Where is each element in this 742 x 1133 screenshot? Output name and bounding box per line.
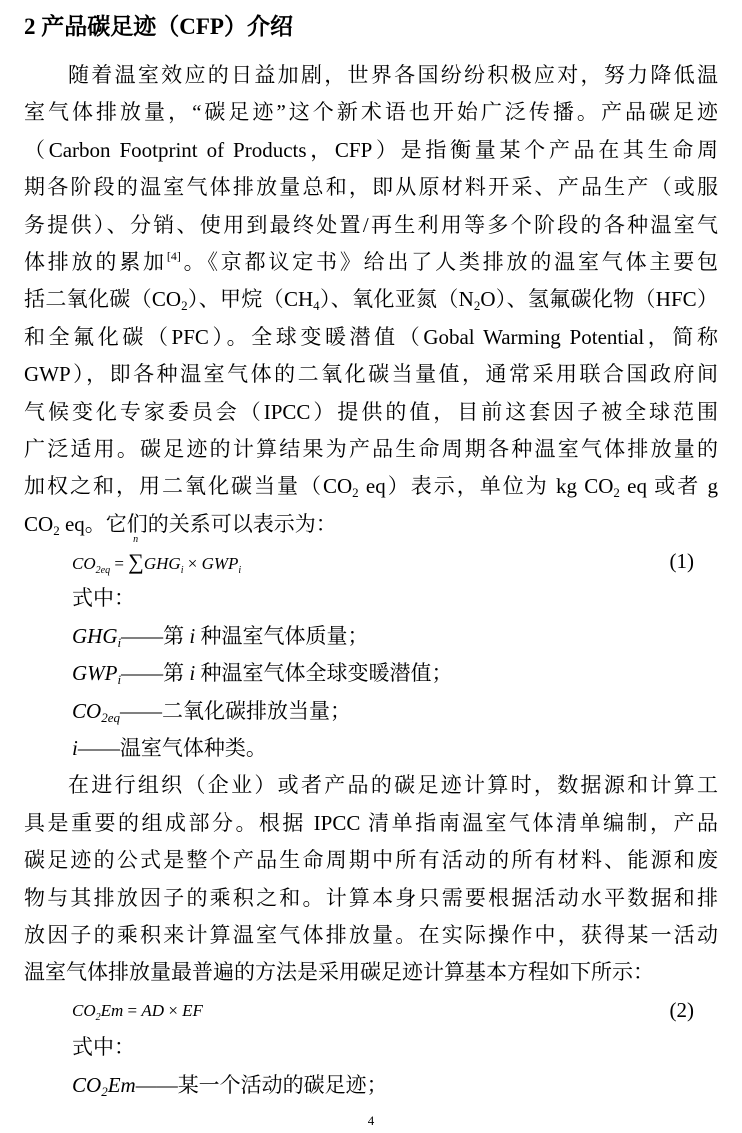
- text-segment: CO: [24, 511, 54, 536]
- text-line: 具是重要的组成部分。根据 IPCC 清单指南温室气体清单编制，产品: [24, 810, 718, 835]
- text-segment: eq）表示，单位为 kg CO: [358, 474, 614, 499]
- text-segment: ）、氧化亚氮（N: [319, 287, 474, 312]
- formula-term: EF: [182, 1000, 203, 1020]
- subscript: 2: [352, 485, 359, 501]
- formula-term: GWP: [201, 554, 239, 574]
- text-segment: O）、氢氟碳化物（HFC）: [480, 287, 718, 312]
- definition-item: [24, 693, 718, 730]
- text-line: 气候变化专家委员会（IPCC）提供的值，目前这套因子被全球范围: [24, 399, 718, 424]
- formula-subscript: i: [180, 565, 184, 577]
- definition-item: [24, 618, 718, 655]
- sum-upper-limit: n: [133, 534, 139, 546]
- definition-subscript: 2eq: [101, 709, 120, 725]
- text-line: 碳足迹的公式是整个产品生命周期中所有活动的所有材料、能源和废: [24, 848, 718, 873]
- definition-text: ——某一个活动的碳足迹；: [135, 1072, 388, 1097]
- text-line: 随着温室效应的日益加剧，世界各国纷纷积极应对，努力降低温: [68, 63, 718, 87]
- definition-subscript: 2: [101, 1083, 108, 1099]
- definition-symbol: CO: [72, 698, 102, 723]
- formula-1: [24, 534, 718, 580]
- formula-term: CO: [72, 554, 96, 574]
- subscript: 2: [53, 522, 60, 538]
- formula-term: CO: [72, 1000, 96, 1020]
- text-line: 务提供）、分销、使用到最终处置/再生利用等多个阶段的各种温室气: [24, 212, 718, 237]
- sum-symbol: [128, 534, 144, 575]
- paragraph-intro: [24, 57, 719, 546]
- times-sign: ×: [164, 1000, 183, 1020]
- paragraph-calculation: [24, 767, 718, 991]
- text-segment: 加权之和，用二氧化碳当量（CO: [24, 474, 353, 499]
- definition-item: [24, 730, 718, 767]
- text-line: 期各阶段的温室气体排放量总和，即从原材料开采、产品生产（或服: [24, 175, 718, 200]
- citation-ref: [4]: [166, 248, 181, 263]
- text-line: 和全氟化碳（PFC）。全球变暖潜值（Gobal Warming Potential，简称: [24, 324, 718, 349]
- subscript: 2: [473, 298, 481, 314]
- times-sign: ×: [183, 554, 202, 574]
- text-line: 在进行组织（企业）或者产品的碳足迹计算时，数据源和计算工: [68, 773, 718, 798]
- text-line: 广泛适用。碳足迹的计算结果为产品生命周期各种温室气体排放量的: [24, 436, 718, 461]
- subscript: 2: [613, 485, 620, 501]
- formula-subscript: 2: [95, 1011, 101, 1023]
- definition-text: ——温室气体种类。: [77, 736, 267, 761]
- definition-symbol: GWP: [72, 661, 118, 686]
- where-label: 式中：: [72, 1035, 135, 1060]
- formula-subscript: i: [238, 565, 242, 577]
- text-line: [24, 281, 718, 318]
- formula-term: GHG: [143, 554, 181, 574]
- subscript: 4: [313, 298, 320, 314]
- definition-subscript: i: [117, 634, 122, 650]
- formula-2: [24, 992, 718, 1029]
- equals-sign: =: [110, 554, 129, 574]
- formula-term: AD: [141, 1000, 165, 1020]
- definition-variable: i: [189, 623, 196, 648]
- text-line: 放因子的乘积来计算温室气体排放量。在实际操作中，获得某一活动: [24, 922, 718, 947]
- definition-text: ——第: [121, 661, 190, 686]
- section-heading: 2 产品碳足迹（CFP）介绍: [24, 14, 293, 39]
- definition-subscript: i: [117, 672, 122, 688]
- definition-symbol: CO: [72, 1072, 102, 1097]
- definition-symbol: Em: [107, 1072, 136, 1097]
- equation-number: (1): [669, 549, 694, 574]
- page-number: 4: [367, 1113, 375, 1128]
- text-line: 温室气体排放量最普遍的方法是采用碳足迹计算基本方程如下所示：: [24, 960, 654, 985]
- definition-co2em: [24, 1067, 718, 1104]
- text-segment: 体排放的累加: [24, 249, 167, 274]
- definition-text: ——第: [121, 623, 190, 648]
- definition-text: 种温室气体全球变暖潜值；: [195, 661, 453, 686]
- definition-text: ——二氧化碳排放当量；: [119, 698, 351, 723]
- text-segment: ）、甲烷（CH: [187, 287, 314, 312]
- text-line: 室气体排放量，“碳足迹”这个新术语也开始广泛传播。产品碳足迹: [24, 100, 718, 125]
- where-label: 式中：: [72, 586, 135, 611]
- definitions-1: [24, 618, 718, 768]
- text-line: [24, 244, 718, 281]
- text-segment: 括二氧化碳（CO: [24, 287, 182, 312]
- sigma: ∑: [128, 549, 144, 575]
- text-segment: eq 或者 g: [619, 474, 718, 499]
- formula-subscript: 2eq: [95, 565, 111, 577]
- formula-term: Em: [100, 1000, 124, 1020]
- text-line: GWP），即各种温室气体的二氧化碳当量值，通常采用联合国政府间: [24, 362, 718, 387]
- definition-symbol: i: [72, 736, 78, 761]
- definition-item: [24, 655, 718, 692]
- definition-variable: i: [189, 661, 196, 686]
- text-line: [24, 506, 718, 546]
- equals-sign: =: [123, 1000, 142, 1020]
- text-segment: 。《京都议定书》给出了人类排放的温室气体主要包: [180, 249, 719, 274]
- equation-number: (2): [669, 997, 694, 1022]
- text-line: （Carbon Footprint of Products，CFP）是指衡量某个产品在其生命周: [24, 137, 718, 162]
- definition-text: 种温室气体质量；: [195, 623, 369, 648]
- definition-symbol: GHG: [72, 623, 118, 648]
- text-line: 物与其排放因子的乘积之和。计算本身只需要根据活动水平数据和排: [24, 885, 718, 910]
- subscript: 2: [181, 298, 188, 314]
- document-body: [24, 57, 718, 1104]
- text-segment: eq。它们的关系可以表示为：: [59, 511, 337, 536]
- text-line: [24, 468, 718, 505]
